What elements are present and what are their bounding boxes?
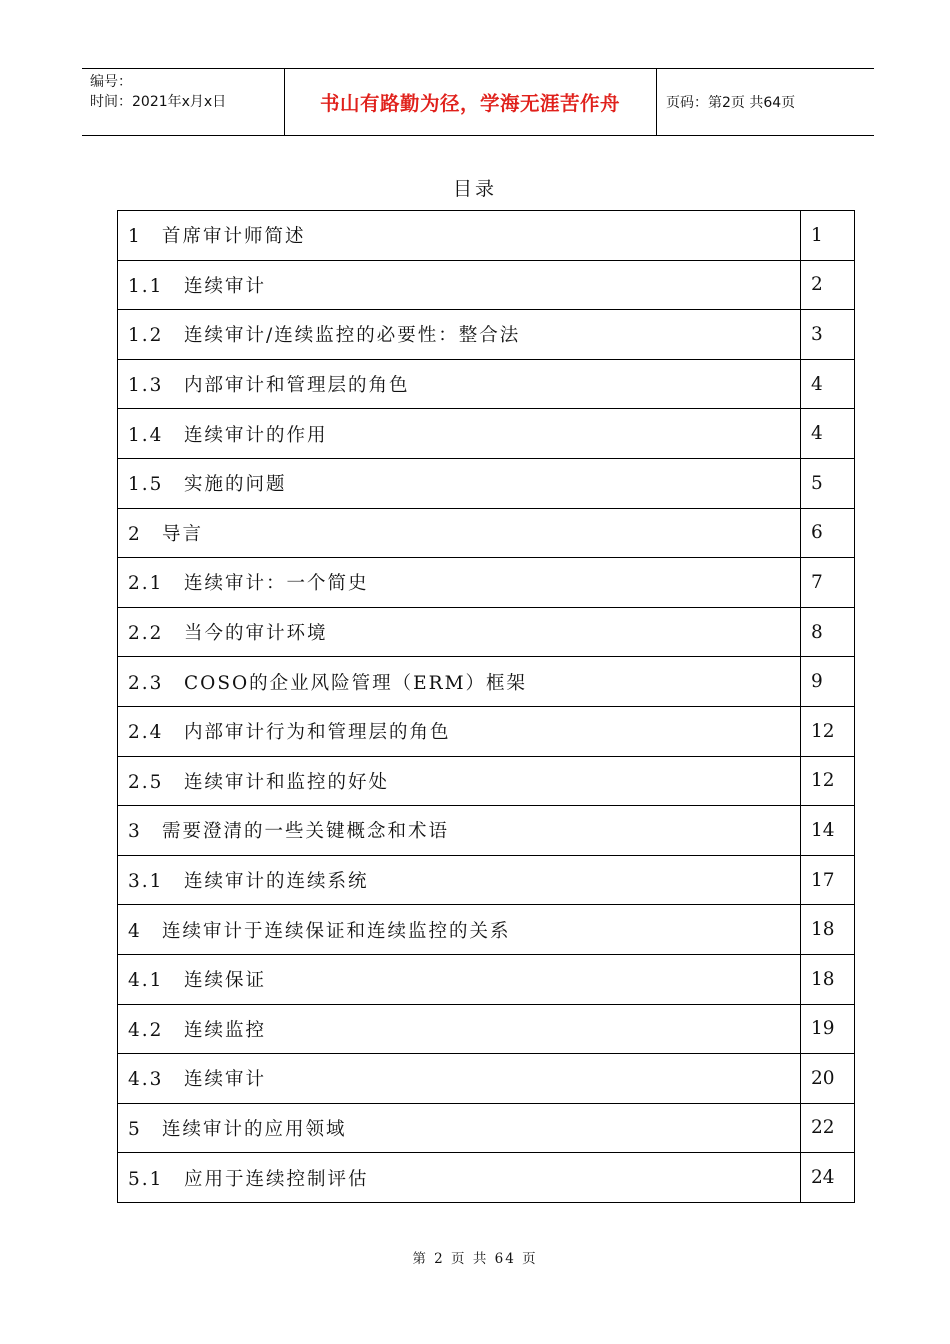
toc-row[interactable] — [118, 359, 855, 409]
toc-entry-cell[interactable] — [118, 806, 801, 856]
toc-entry-number: 4 — [128, 920, 142, 942]
toc-row[interactable] — [118, 855, 855, 905]
toc-entry-number: 5.1 — [128, 1168, 164, 1190]
toc-entry-cell[interactable] — [118, 409, 801, 459]
toc-page-number: 2 — [801, 260, 855, 310]
toc-page-number: 14 — [801, 806, 855, 856]
toc-entry-cell[interactable] — [118, 558, 801, 608]
toc-entry-cell[interactable] — [118, 657, 801, 707]
toc-entry-title[interactable]: 应用于连续控制评估 — [184, 1168, 369, 1190]
toc-row[interactable] — [118, 1004, 855, 1054]
toc-entry-number: 2.4 — [128, 722, 164, 744]
toc-entry-cell[interactable] — [118, 1153, 801, 1203]
toc-entry-number: 2.5 — [128, 771, 164, 793]
toc-entry-title[interactable]: 连续审计：一个简史 — [184, 573, 369, 595]
toc-entry-cell[interactable] — [118, 310, 801, 360]
header-motto: 书山有路勤为径，学海无涯苦作舟 — [319, 91, 620, 115]
toc-row[interactable] — [118, 905, 855, 955]
toc-entry-number: 2.2 — [128, 623, 164, 645]
toc-entry-number: 4.3 — [128, 1069, 164, 1091]
toc-entry-title[interactable]: 内部审计和管理层的角色 — [184, 375, 410, 397]
toc-entry-cell[interactable] — [118, 756, 801, 806]
toc-page-number: 6 — [801, 508, 855, 558]
toc-entry-title[interactable]: 连续审计的作用 — [184, 424, 328, 446]
toc-entry-title[interactable]: 当今的审计环境 — [184, 623, 328, 645]
toc-row[interactable] — [118, 458, 855, 508]
toc-row[interactable] — [118, 310, 855, 360]
toc-entry-cell[interactable] — [118, 458, 801, 508]
toc-entry-cell[interactable] — [118, 706, 801, 756]
toc-row[interactable] — [118, 657, 855, 707]
toc-row[interactable] — [118, 607, 855, 657]
toc-entry-cell[interactable] — [118, 508, 801, 558]
header-bottom-rule — [82, 135, 874, 136]
toc-entry-title[interactable]: 内部审计行为和管理层的角色 — [184, 722, 451, 744]
toc-entry-number: 4.1 — [128, 970, 164, 992]
toc-row[interactable] — [118, 1153, 855, 1203]
toc-entry-title[interactable]: 连续审计于连续保证和连续监控的关系 — [162, 920, 511, 942]
toc-entry-cell[interactable] — [118, 954, 801, 1004]
toc-page-number: 22 — [801, 1103, 855, 1153]
toc-entry-number: 1.3 — [128, 375, 164, 397]
toc-page-number: 12 — [801, 706, 855, 756]
toc-page-number: 20 — [801, 1054, 855, 1104]
toc-page-number: 17 — [801, 855, 855, 905]
toc-entry-number: 1.5 — [128, 474, 164, 496]
toc-entry-title[interactable]: 连续审计的应用领域 — [162, 1118, 347, 1140]
toc-entry-cell[interactable] — [118, 855, 801, 905]
toc-page-number: 4 — [801, 409, 855, 459]
toc-entry-title[interactable]: 连续审计 — [184, 275, 267, 297]
toc-entry-cell[interactable] — [118, 905, 801, 955]
date-label: 时间：2021年x月x日 — [90, 94, 227, 110]
toc-entry-number: 1.1 — [128, 275, 164, 297]
toc-page-number: 18 — [801, 954, 855, 1004]
toc-row[interactable] — [118, 756, 855, 806]
toc-entry-cell[interactable] — [118, 1103, 801, 1153]
toc-entry-title[interactable]: 连续审计/连续监控的必要性：整合法 — [184, 325, 521, 347]
toc-entry-cell[interactable] — [118, 260, 801, 310]
toc-entry-number: 1.4 — [128, 424, 164, 446]
toc-entry-title[interactable]: 连续审计和监控的好处 — [184, 771, 390, 793]
toc-row[interactable] — [118, 260, 855, 310]
toc-entry-title[interactable]: COSO的企业风险管理（ERM）框架 — [184, 672, 528, 694]
toc-body — [118, 211, 855, 1203]
toc-entry-cell[interactable] — [118, 1054, 801, 1104]
toc-page-number: 8 — [801, 607, 855, 657]
page-footer: 第 2 页 共 64 页 — [412, 1251, 538, 1267]
toc-title: 目录 — [452, 178, 497, 200]
toc-page-number: 24 — [801, 1153, 855, 1203]
toc-row[interactable] — [118, 558, 855, 608]
toc-entry-title[interactable]: 连续审计 — [184, 1069, 267, 1091]
toc-entry-cell[interactable] — [118, 211, 801, 261]
toc-row[interactable] — [118, 1054, 855, 1104]
toc-entry-number: 2 — [128, 523, 142, 545]
toc-row[interactable] — [118, 508, 855, 558]
toc-page-number: 7 — [801, 558, 855, 608]
toc-page-number: 18 — [801, 905, 855, 955]
toc-page-number: 12 — [801, 756, 855, 806]
toc-row[interactable] — [118, 706, 855, 756]
header-meta — [90, 72, 280, 112]
toc-entry-title[interactable]: 连续审计的连续系统 — [184, 871, 369, 893]
toc-page-number: 4 — [801, 359, 855, 409]
toc-page-number: 1 — [801, 211, 855, 261]
header-page-info: 页码：第2页 共64页 — [666, 94, 796, 111]
toc-entry-title[interactable]: 需要澄清的一些关键概念和术语 — [162, 821, 450, 843]
toc-entry-cell[interactable] — [118, 1004, 801, 1054]
toc-entry-title[interactable]: 连续监控 — [184, 1019, 267, 1041]
toc-page-number: 3 — [801, 310, 855, 360]
toc-entry-number: 1.2 — [128, 325, 164, 347]
serial-label: 编号： — [90, 74, 132, 90]
toc-page-number: 5 — [801, 458, 855, 508]
toc-entry-title[interactable]: 连续保证 — [184, 970, 267, 992]
toc-entry-title[interactable]: 首席审计师简述 — [162, 226, 306, 248]
toc-entry-title[interactable]: 实施的问题 — [184, 474, 287, 496]
toc-entry-number: 4.2 — [128, 1019, 164, 1041]
toc-table — [117, 210, 855, 1203]
toc-entry-number: 1 — [128, 226, 142, 248]
toc-entry-number: 3 — [128, 821, 142, 843]
toc-page-number: 19 — [801, 1004, 855, 1054]
toc-entry-title[interactable]: 导言 — [162, 523, 204, 545]
toc-entry-number: 2.1 — [128, 573, 164, 595]
toc-page-number: 9 — [801, 657, 855, 707]
toc-entry-number: 2.3 — [128, 672, 164, 694]
toc-entry-cell[interactable] — [118, 359, 801, 409]
toc-row[interactable] — [118, 954, 855, 1004]
toc-entry-number: 5 — [128, 1118, 142, 1140]
toc-entry-number: 3.1 — [128, 871, 164, 893]
toc-row[interactable] — [118, 211, 855, 261]
toc-row[interactable] — [118, 409, 855, 459]
toc-row[interactable] — [118, 1103, 855, 1153]
header-divider-right — [656, 68, 657, 135]
toc-row[interactable] — [118, 806, 855, 856]
toc-entry-cell[interactable] — [118, 607, 801, 657]
